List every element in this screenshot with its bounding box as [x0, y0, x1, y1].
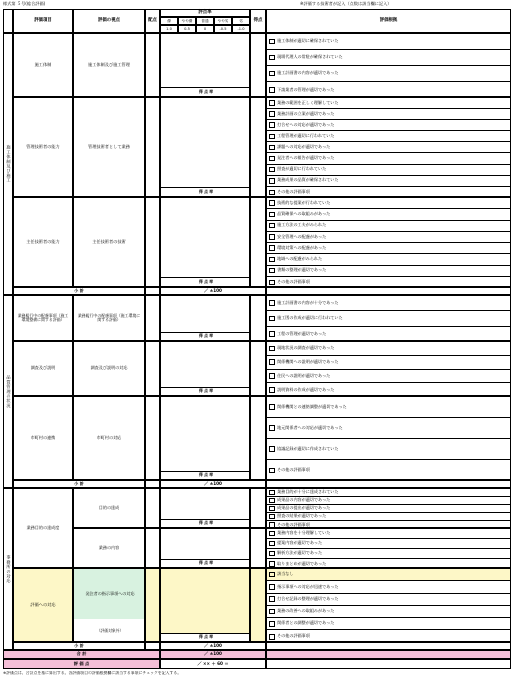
scoring-guide: [163, 36, 249, 80]
check-item[interactable]: 関係機関への説明が適切であった: [267, 356, 510, 370]
form-number: 様式第 ５号(総合評価): [3, 1, 46, 6]
check-item[interactable]: 該当なし: [267, 569, 510, 581]
check-item[interactable]: 打合せへの対応が適切であった: [267, 120, 510, 131]
subtotal-3-label: 小 計: [13, 642, 145, 650]
scoring-block: [160, 341, 250, 396]
item-cell: 業務履行中の配慮事項（施工環境整備に関する評価）: [13, 295, 73, 341]
score-values: [160, 25, 250, 33]
checkbox[interactable]: [269, 257, 275, 263]
check-item[interactable]: その他の評価事項: [267, 277, 510, 287]
viewpoint-cell: [73, 568, 145, 642]
check-item[interactable]: 地域への配慮がみられた: [267, 254, 510, 265]
weight-cell: [145, 97, 160, 197]
checkbox[interactable]: [269, 551, 275, 557]
item-cell: 管理技術者の能力: [13, 97, 73, 197]
subtotal-1-value[interactable]: ／ ±100: [160, 287, 266, 295]
item-cell: 調査及び説明: [13, 341, 73, 396]
viewpoint-cell: 調査及び説明の対応: [73, 341, 145, 396]
check-item[interactable]: 業務の範囲を正しく理解していた: [267, 98, 510, 109]
points-cell[interactable]: [250, 97, 266, 197]
check-item[interactable]: 安全管理への配慮があった: [267, 232, 510, 243]
check-list: [266, 568, 511, 642]
item-cell: 評価への対応: [13, 568, 73, 642]
group-label-3: 事務所の対応: [3, 488, 13, 650]
check-list: [266, 341, 511, 396]
weight-cell: [145, 568, 160, 642]
subtotal-2-label: 小 計: [13, 480, 145, 488]
points-row: 得 点 率: [161, 633, 250, 641]
check-item[interactable]: 成果品の内容が適切であった: [267, 497, 510, 505]
checkbox[interactable]: [269, 446, 275, 452]
subtotal-3-notes: [266, 642, 511, 650]
header-viewpoint: 評価の視点: [73, 9, 145, 33]
scoring-block: [160, 488, 250, 528]
subtotal-3-value[interactable]: ／ ±100: [160, 642, 266, 650]
checkbox[interactable]: [269, 514, 275, 520]
viewpoint-extra: （評価対象外）: [96, 627, 124, 633]
check-item[interactable]: 照査が適切に行われていた: [267, 165, 510, 176]
check-item[interactable]: 施工方法の工夫がみられた: [267, 221, 510, 232]
weight-cell: [145, 488, 160, 528]
checkbox[interactable]: [269, 167, 275, 173]
checkbox[interactable]: [269, 100, 275, 106]
item-cell: 施工体制: [13, 33, 73, 97]
check-item[interactable]: 環境対策への配慮があった: [267, 243, 510, 254]
check-item[interactable]: 打合せ記録の整理が適切であった: [267, 594, 510, 606]
checkbox[interactable]: [269, 584, 275, 590]
checkbox[interactable]: [269, 245, 275, 251]
check-item[interactable]: その他の評価事項: [267, 187, 510, 197]
scoring-block: [160, 396, 250, 480]
score-value: -1.0: [232, 25, 250, 33]
check-item[interactable]: 品質確保への取組みがあった: [267, 209, 510, 220]
check-list: [266, 33, 511, 97]
checkbox[interactable]: [269, 541, 275, 547]
check-item[interactable]: 協議記録が適切に作成されていた: [267, 439, 510, 460]
checkbox[interactable]: [269, 621, 275, 627]
weight-cell: [145, 528, 160, 568]
check-item[interactable]: 地元関係者への対応が適切であった: [267, 418, 510, 439]
checkbox[interactable]: [269, 134, 275, 140]
points-cell[interactable]: [250, 568, 266, 642]
checkbox[interactable]: [269, 346, 275, 352]
checkbox[interactable]: [269, 506, 275, 512]
check-item[interactable]: 業務内容を十分理解していた: [267, 529, 510, 539]
check-item[interactable]: 取りまとめが適切であった: [267, 559, 510, 568]
points-cell[interactable]: [250, 396, 266, 480]
points-cell[interactable]: [250, 488, 266, 528]
item-cell: 主任技術者の能力: [13, 197, 73, 287]
checkbox[interactable]: [269, 200, 275, 206]
checkbox[interactable]: [269, 522, 275, 528]
header-item: 評価項目: [13, 9, 73, 33]
subtotal-3-blank: [145, 642, 160, 650]
check-item[interactable]: 業務計画の立案が適切であった: [267, 109, 510, 120]
viewpoint-cell: 市町村の対応: [73, 396, 145, 480]
check-item[interactable]: 書類の整理が適切であった: [267, 266, 510, 277]
checkbox[interactable]: [269, 156, 275, 162]
grand-total-label: 合 計: [3, 650, 160, 659]
checkbox[interactable]: [269, 373, 275, 379]
checkbox[interactable]: [269, 111, 275, 117]
check-item[interactable]: 提案内容が適切であった: [267, 539, 510, 549]
score-label: やや優: [178, 17, 196, 25]
header-score-title: 評点率: [160, 9, 250, 17]
points-row: 得 点 率: [161, 471, 250, 479]
points-cell[interactable]: [250, 295, 266, 341]
weight-cell: [145, 341, 160, 396]
check-item[interactable]: 業務目的が十分に達成されていた: [267, 489, 510, 497]
checkbox[interactable]: [269, 572, 275, 578]
score-value: 0.5: [178, 25, 196, 33]
check-item[interactable]: 施工体制が適切に確保されていた: [267, 34, 510, 50]
points-cell[interactable]: [250, 341, 266, 396]
check-item[interactable]: 工程の管理が適切であった: [267, 327, 510, 341]
check-item[interactable]: 照査の結果が適切であった: [267, 513, 510, 521]
check-list: [266, 295, 511, 341]
subtotal-2-value[interactable]: ／ ±100: [160, 480, 266, 488]
check-item[interactable]: 指示事項への対応が迅速であった: [267, 581, 510, 593]
score-value: -0.5: [214, 25, 232, 33]
checkbox[interactable]: [269, 300, 275, 306]
header-weight: 配点: [145, 9, 160, 33]
check-item[interactable]: 解析方法が適切であった: [267, 549, 510, 559]
weight-cell: [145, 396, 160, 480]
checkbox[interactable]: [269, 425, 275, 431]
score-label: 劣: [232, 17, 250, 25]
grand-total-value[interactable]: ／ ±100: [160, 650, 266, 659]
check-list: [266, 97, 511, 197]
viewpoint-cell: 業務の内容: [73, 528, 145, 568]
scoring-block: [160, 568, 250, 642]
check-list: [266, 197, 511, 287]
checkbox[interactable]: [269, 531, 275, 537]
check-item[interactable]: 関係者との調整が適切であった: [267, 618, 510, 630]
scoring-block: [160, 528, 250, 568]
viewpoint-cell: 管理技術者として業務: [73, 97, 145, 197]
check-item[interactable]: 発注者への報告が適切であった: [267, 154, 510, 165]
check-item[interactable]: 業務の改善への取組みがあった: [267, 606, 510, 618]
subtotal-1-label: 小 計: [13, 287, 145, 295]
viewpoint-cell: 施工体制及び施工管理: [73, 33, 145, 97]
scoring-block: [160, 295, 250, 341]
points-cell[interactable]: [250, 197, 266, 287]
checkbox[interactable]: [269, 268, 275, 274]
check-list: [266, 396, 511, 480]
viewpoint-cell: 目的の達成: [73, 488, 145, 528]
checkbox[interactable]: [269, 145, 275, 151]
check-item[interactable]: 技術的な提案が行われていた: [267, 198, 510, 209]
checkbox[interactable]: [269, 316, 275, 322]
check-item[interactable]: その他の評価事項: [267, 631, 510, 643]
points-row: 得 点 率: [161, 277, 250, 286]
check-item[interactable]: 住民への説明が適切であった: [267, 370, 510, 384]
checkbox[interactable]: [269, 190, 275, 196]
checkbox[interactable]: [269, 212, 275, 218]
score-label: 優: [160, 17, 178, 25]
check-list: [266, 488, 511, 528]
score-value: 0: [196, 25, 214, 33]
checkbox[interactable]: [269, 87, 275, 93]
scoring-block: [160, 33, 250, 97]
checkbox[interactable]: [269, 596, 275, 602]
weight-cell: [145, 295, 160, 341]
viewpoint-cell: 主任技術者の技術: [73, 197, 145, 287]
viewpoint-text: 発注者の指示事項への対応: [74, 569, 145, 619]
checkbox[interactable]: [269, 331, 275, 337]
check-list: [266, 528, 511, 568]
checkbox[interactable]: [269, 468, 275, 474]
checkbox[interactable]: [269, 55, 275, 61]
group-label-1: 施工体制及び施工: [3, 33, 13, 295]
header-notes: 評価根拠: [266, 9, 511, 33]
item-cell: 市町村の連携: [13, 396, 73, 480]
final-score-notes: [266, 659, 511, 669]
final-score-formula[interactable]: ／ ×× ＋ 60 ＝: [160, 659, 266, 669]
final-score-label: 評 価 点: [3, 659, 160, 669]
check-item[interactable]: 成果品の提出が適切であった: [267, 505, 510, 513]
item-cell: 業務目的の達成度: [13, 488, 73, 568]
checkbox[interactable]: [269, 490, 275, 496]
check-item[interactable]: 施工計画書の内容が十分であった: [267, 296, 510, 311]
check-item[interactable]: 下請業者の管理が適切であった: [267, 82, 510, 97]
footnote: ※評価点は、合計点を基に算出する。各評価項目の評価根拠欄に該当する事項にチェックを記入する。: [3, 671, 182, 675]
points-row: 得 点 率: [161, 387, 250, 395]
grand-total-notes: [266, 650, 511, 659]
weight-cell: [145, 197, 160, 287]
header-blank: [3, 9, 13, 33]
score-labels: [160, 17, 250, 25]
scoring-block: [160, 97, 250, 197]
points-cell[interactable]: [250, 33, 266, 97]
checkbox[interactable]: [269, 223, 275, 229]
group-label-2: 品質管理の状況: [3, 295, 13, 488]
points-row: 得 点 率: [161, 559, 250, 567]
checkbox[interactable]: [269, 609, 275, 615]
check-item[interactable]: 工程管理が適切に行われていた: [267, 131, 510, 142]
weight-cell: [145, 33, 160, 97]
subtotal-2-notes: [266, 480, 511, 488]
check-item[interactable]: 施工図の作成が適切に行われていた: [267, 311, 510, 326]
checkbox[interactable]: [269, 234, 275, 240]
checkbox[interactable]: [269, 359, 275, 365]
subtotal-1-blank: [145, 287, 160, 295]
check-item[interactable]: 業務成果の品質が確保されていた: [267, 176, 510, 187]
score-label: やや劣: [214, 17, 232, 25]
check-item[interactable]: 現場代理人の常駐が確保されていた: [267, 50, 510, 66]
checkbox[interactable]: [269, 71, 275, 77]
checkbox[interactable]: [269, 634, 275, 640]
scoring-block: [160, 197, 250, 287]
top-note: ※評価する技術者が記入（点数は該当欄に記入）: [300, 1, 392, 6]
points-row: 得 点 率: [161, 87, 250, 96]
points-cell[interactable]: [250, 528, 266, 568]
checkbox[interactable]: [269, 178, 275, 184]
check-item[interactable]: 説明資料の作成が適切であった: [267, 383, 510, 396]
checkbox[interactable]: [269, 404, 275, 410]
checkbox[interactable]: [269, 561, 275, 567]
header-points: 得点: [250, 9, 266, 33]
points-row: 得 点 率: [161, 519, 250, 527]
check-item[interactable]: 関係機関との連絡調整が適切であった: [267, 397, 510, 418]
checkbox[interactable]: [269, 498, 275, 504]
subtotal-2-blank: [145, 480, 160, 488]
check-item[interactable]: 課題への対応が適切であった: [267, 142, 510, 153]
check-item[interactable]: その他の評価事項: [267, 460, 510, 480]
subtotal-1-notes: [266, 287, 511, 295]
points-row: 得 点 率: [161, 332, 250, 340]
check-item[interactable]: その他の評価事項: [267, 521, 510, 528]
checkbox[interactable]: [269, 39, 275, 45]
score-value: 1.0: [160, 25, 178, 33]
checkbox[interactable]: [269, 280, 275, 286]
check-item[interactable]: 現地状況の調査が適切であった: [267, 342, 510, 356]
checkbox[interactable]: [269, 122, 275, 128]
viewpoint-cell: 業務履行中の配慮事項（施工環境に関する評価）: [73, 295, 145, 341]
score-label: 普通: [196, 17, 214, 25]
points-row: 得 点 率: [161, 187, 250, 196]
check-item[interactable]: 施工計画書の内容が適切であった: [267, 66, 510, 82]
checkbox[interactable]: [269, 387, 275, 393]
